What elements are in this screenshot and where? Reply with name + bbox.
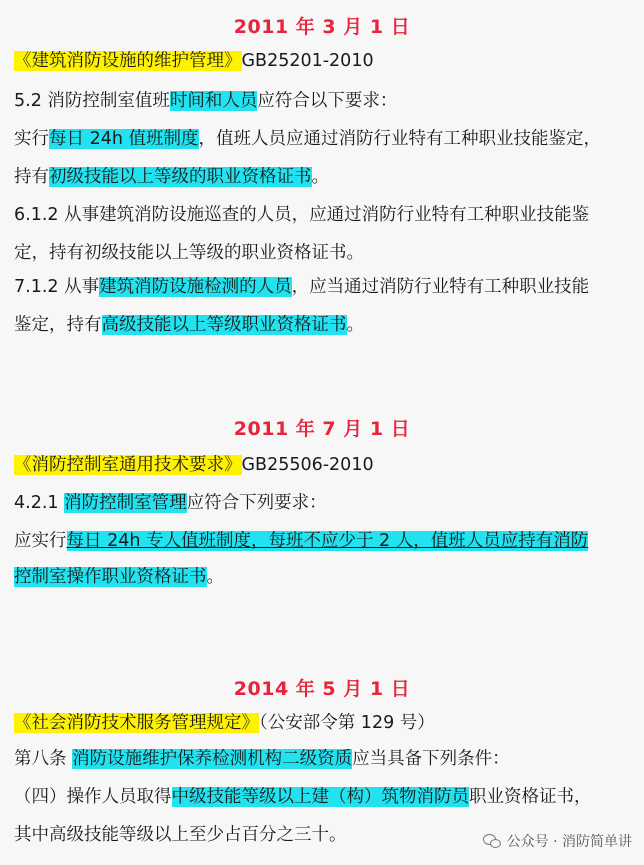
text: 应符合以下要求：	[257, 91, 398, 111]
highlight: 中级技能等级以上建（构）筑物消防员	[171, 787, 469, 807]
text: 应当具备下列条件：	[352, 749, 510, 769]
section2-heading	[14, 452, 374, 478]
section1-line2	[14, 126, 601, 152]
text: ，值班人员应通过消防行业特有工种职业技能鉴定，	[198, 129, 601, 149]
highlight: 时间和人员	[169, 91, 258, 111]
highlight: 每日 24h 专人值班制度，每班不应少于 2 人，值班人员应持有消防	[66, 531, 589, 551]
section1-date: 2011 年 3 月 1 日	[233, 16, 411, 38]
text: 职业资格证书，	[469, 787, 592, 807]
text: 应实行	[14, 531, 67, 551]
text: 。	[206, 567, 224, 587]
section2-line2	[14, 528, 588, 554]
wechat-icon	[483, 834, 501, 848]
text: 鉴定，持有	[14, 315, 102, 335]
text: 。	[311, 167, 329, 187]
section3-title: 《社会消防技术服务管理规定》	[14, 713, 259, 733]
highlight: 建筑消防设施检测的人员	[99, 277, 292, 297]
section2-date: 2011 年 7 月 1 日	[233, 418, 411, 440]
highlight: 初级技能以上等级的职业资格证书	[49, 167, 312, 187]
text: （四）操作人员取得	[14, 787, 172, 807]
highlight: 控制室操作职业资格证书	[14, 567, 207, 587]
highlight: 消防控制室管理	[64, 493, 187, 513]
highlight: 消防设施维护保养检测机构二级资质	[72, 749, 353, 769]
section1-line3	[14, 164, 329, 190]
section3-date: 2014 年 5 月 1 日	[233, 678, 411, 700]
section1-line5: 定，持有初级技能以上等级的职业资格证书。	[14, 243, 364, 263]
section1-heading	[14, 48, 374, 74]
watermark	[483, 831, 632, 851]
section3-line2	[14, 784, 592, 810]
section3-code: （公安部令第 129 号）	[259, 713, 435, 733]
text: 第八条	[14, 749, 73, 769]
highlight: 每日 24h 值班制度	[49, 129, 199, 149]
text: 4.2.1	[14, 493, 65, 513]
section2-line3	[14, 564, 224, 590]
section1-line6	[14, 274, 589, 300]
text: 5.2 消防控制室值班	[14, 91, 170, 111]
section2-title: 《消防控制室通用技术要求》	[14, 455, 242, 475]
watermark-text: 公众号 · 消防简单讲	[506, 834, 632, 850]
section1-line7	[14, 312, 364, 338]
section2-line1	[14, 490, 327, 516]
section1-code: GB25201-2010	[241, 51, 374, 71]
section3-line1	[14, 746, 510, 772]
text: 持有	[14, 167, 49, 187]
section2-code: GB25506-2010	[241, 455, 374, 475]
highlight: 高级技能以上等级职业资格证书	[101, 315, 347, 335]
section3-line3: 其中高级技能等级以上至少占百分之三十。	[14, 825, 347, 845]
text: 。	[346, 315, 364, 335]
text: 实行	[14, 129, 49, 149]
section1-line4: 6.1.2 从事建筑消防设施巡查的人员，应通过消防行业特有工种职业技能鉴	[14, 205, 590, 225]
section3-heading	[14, 710, 435, 736]
text: ，应当通过消防行业特有工种职业技能	[291, 277, 590, 297]
section1-line1	[14, 88, 397, 114]
text: 7.1.2 从事	[14, 277, 100, 297]
text: 应符合下列要求：	[186, 493, 327, 513]
section1-title: 《建筑消防设施的维护管理》	[14, 51, 242, 71]
